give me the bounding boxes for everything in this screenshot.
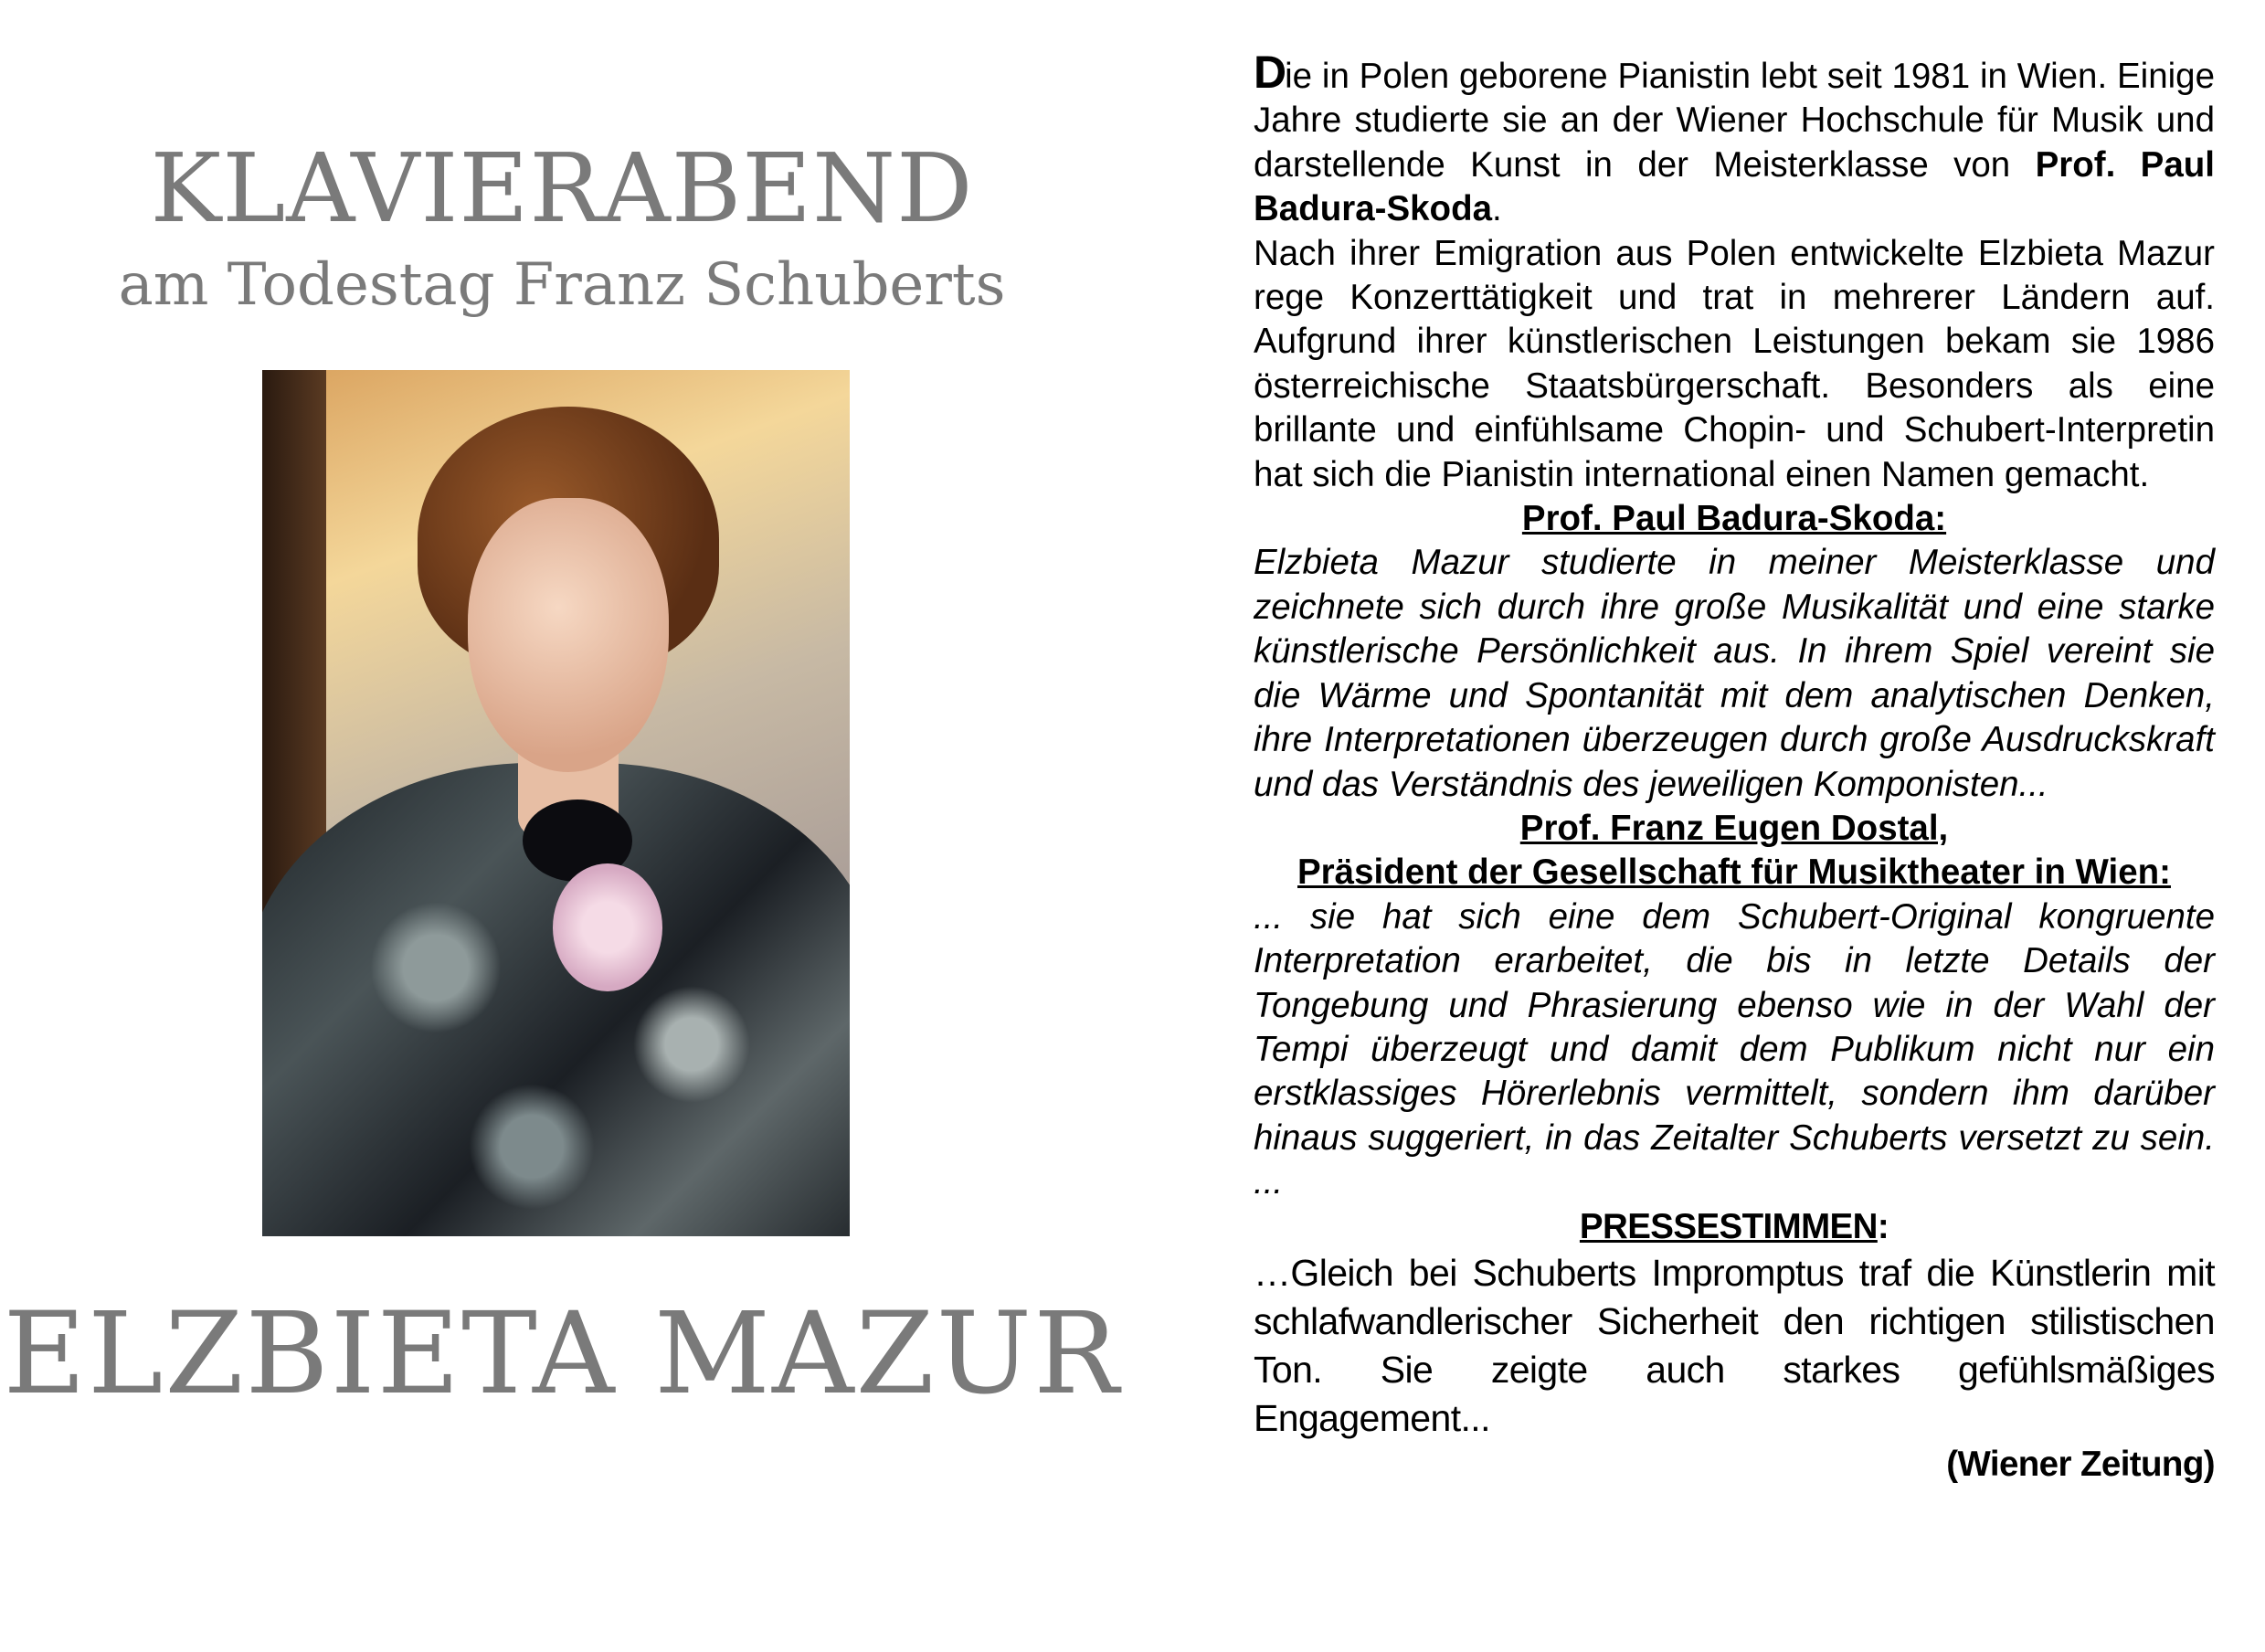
press-quote: …Gleich bei Schuberts Impromptus traf die Künstlerin mit schlafwandlerischer Sicherheit den richtigen stilistischen Ton. Sie zeigte auch starkes gefühlsmäßiges Engagement... xyxy=(1254,1251,2215,1439)
photo-face xyxy=(468,498,669,772)
biography-paragraph-2: Nach ihrer Emigration aus Polen entwickelte Elzbieta Mazur rege Konzerttätigkeit und trat in mehrerer Ländern auf. Aufgrund ihrer künstlerischen Leistungen bekam sie 1986 österreichische Staatsbürgerschaft. Besonders als eine brillante und einfühlsame Chopin- und Schubert-Interpretin hat sich die Pianistin international einen Namen gemacht. xyxy=(1254,233,2215,494)
right-text-column xyxy=(1254,47,2215,1487)
press-heading-colon: : xyxy=(1877,1206,1889,1246)
artist-name: ELZBIETA MAZUR xyxy=(3,1288,1121,1420)
left-panel xyxy=(0,0,1124,1652)
press-heading-label: PRESSESTIMMEN xyxy=(1579,1206,1878,1246)
pianist-portrait-photo xyxy=(262,370,850,1236)
page-title: KLAVIERABEND xyxy=(150,132,974,244)
biography-paragraph-1 xyxy=(1254,47,2215,232)
photo-flower xyxy=(553,863,662,991)
quote2-heading-line1: Prof. Franz Eugen Dostal, xyxy=(1519,808,1949,848)
biography-text: ie in Polen geborene Pianistin lebt seit 1981 in Wien. Einige Jahre studierte sie an der Wiener Hochschule für Musik und darstellende Kunst in der Meisterklasse von xyxy=(1254,57,2215,185)
quote1-text: Elzbieta Mazur studierte in meiner Meisterklasse und zeichnete sich durch ihre große Musikalität und eine starke künstlerische Persönlichkeit aus. In ihrem Spiel vereint sie die Wärme und Spontanität mit dem analytischen Denken, ihre Interpretationen überzeugen durch große Ausdruckskraft und das Verständnis des jeweiligen Komponisten... xyxy=(1254,543,2215,804)
quote2-text: ... sie hat sich eine dem Schubert-Original kongruente Interpretation erarbeitet, die bis in letzte Details der Tongebung und Phrasierung ebenso wie in der Wahl der Tempi überzeugt und damit dem Publikum nicht nur ein erstklassiges Hörerlebnis vermittelt, sondern ihm darüber hinaus suggeriert, in das Zeitalter Schuberts versetzt zu sein. ... xyxy=(1254,896,2215,1202)
drop-cap: D xyxy=(1254,47,1286,98)
quote2-heading-line2: Präsident der Gesellschaft für Musiktheater in Wien: xyxy=(1297,852,2171,893)
professor-name: Prof. Paul Badura-Skoda xyxy=(1254,144,2215,229)
quote1-heading: Prof. Paul Badura-Skoda: xyxy=(1521,499,1947,539)
press-heading xyxy=(1254,1205,2215,1249)
biography-period: . xyxy=(1492,189,1502,229)
page-subtitle: am Todestag Franz Schuberts xyxy=(118,251,1006,319)
press-source: (Wiener Zeitung) xyxy=(1946,1444,2215,1484)
